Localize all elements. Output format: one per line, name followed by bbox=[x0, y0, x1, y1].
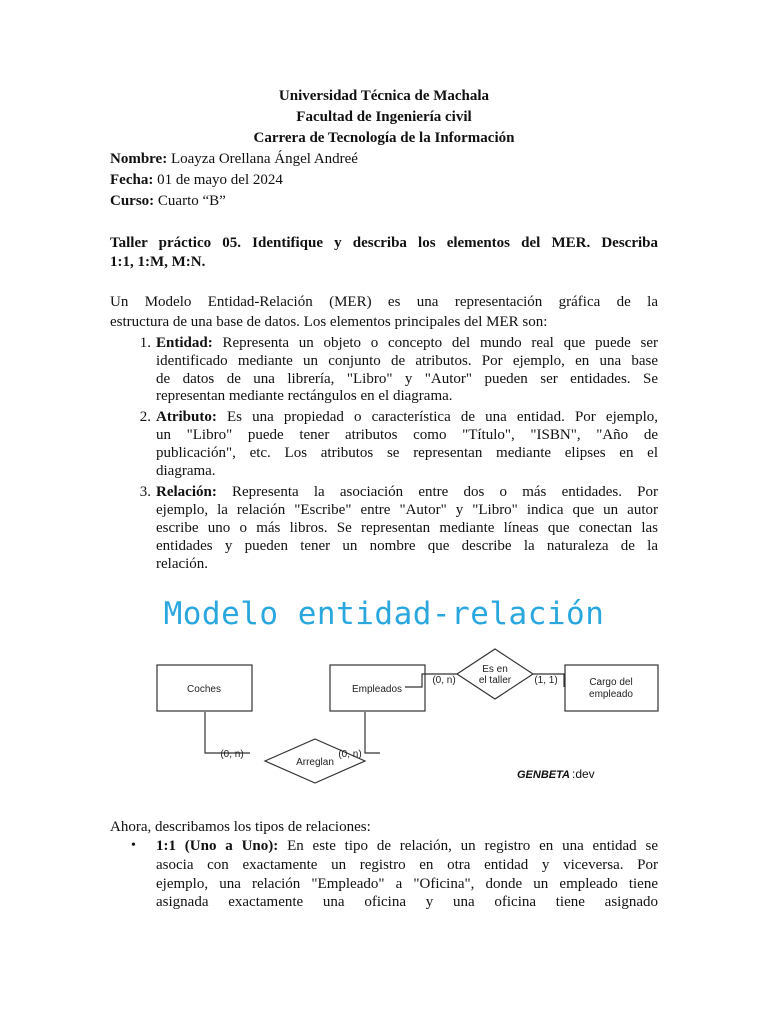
list-number: 1. bbox=[139, 335, 151, 351]
entity-term: Entidad: bbox=[156, 335, 213, 351]
one-to-one-term: 1:1 (Uno a Uno): bbox=[156, 838, 279, 854]
one-to-one-line-4: asignada exactamente una oficina y una oficina tiene asignado bbox=[156, 894, 658, 910]
course-value: Cuarto “B” bbox=[154, 193, 226, 209]
entity-text: Representa un objeto o concepto del mundo real que puede ser bbox=[212, 335, 658, 351]
name-label: Nombre: bbox=[110, 151, 168, 167]
entity-label: empleado bbox=[589, 689, 633, 700]
relation-line-1 bbox=[156, 483, 658, 502]
course-line bbox=[110, 191, 658, 212]
brand-logo: GENBETA bbox=[517, 769, 570, 781]
intro-line-2: estructura de una base de datos. Los elementos principales del MER son: bbox=[110, 314, 548, 330]
entity-line-2: identificado mediante un conjunto de atributos. Por ejemplo, en una base bbox=[156, 353, 658, 369]
course-label: Curso: bbox=[110, 193, 155, 209]
list-number: 2. bbox=[139, 409, 151, 425]
entity-cargo-empleado bbox=[565, 665, 658, 711]
brand-suffix: :dev bbox=[572, 767, 595, 781]
connector-arreglan-empleados bbox=[365, 712, 380, 753]
task-line-2: 1:1, 1:M, M:N. bbox=[110, 254, 206, 270]
entity-label: Cargo del bbox=[589, 677, 633, 688]
attribute-term: Atributo: bbox=[156, 409, 217, 425]
entity-line-1 bbox=[156, 334, 658, 353]
relation-label: Es en bbox=[482, 664, 508, 675]
figure-title: Modelo entidad-relación bbox=[163, 596, 605, 632]
intro-line-1: Un Modelo Entidad-Relación (MER) es una representación gráfica de la bbox=[110, 294, 658, 310]
faculty-title: Facultad de Ingeniería civil bbox=[296, 109, 472, 125]
task-line-1: Taller práctico 05. Identifique y describa los elementos del MER. Describa bbox=[110, 235, 658, 251]
career-title: Carrera de Tecnología de la Información bbox=[253, 130, 515, 146]
one-to-one-line-3: ejemplo, una relación "Empleado" a "Oficina", donde un empleado tiene bbox=[156, 876, 658, 892]
cardinality-label: (1, 1) bbox=[534, 675, 558, 686]
cardinality-label: (0, n) bbox=[432, 675, 456, 686]
entity-line-3: de datos de una librería, "Libro" y "Autor" pueden ser entidades. Se bbox=[156, 371, 658, 387]
cardinality-label: (0, n) bbox=[220, 749, 244, 760]
list-number: 3. bbox=[139, 484, 151, 500]
relations-intro: Ahora, describamos los tipos de relaciones: bbox=[110, 819, 371, 835]
relation-line-2: ejemplo, la relación "Escribe" entre "Autor" y "Libro" indica que un autor bbox=[156, 502, 658, 518]
connector-coches-arreglan bbox=[205, 712, 250, 753]
relation-term: Relación: bbox=[156, 484, 217, 500]
entity-label: Coches bbox=[187, 684, 221, 695]
cardinality-label: (0, n) bbox=[338, 749, 362, 760]
relation-label: Arreglan bbox=[296, 757, 334, 768]
bullet-icon: • bbox=[131, 838, 136, 853]
attribute-line-4: diagrama. bbox=[156, 463, 216, 479]
entity-line-4: representan mediante rectángulos en el diagrama. bbox=[156, 388, 453, 404]
one-to-one-line-2: asocia con exactamente un registro en otra entidad y viceversa. Por bbox=[156, 857, 658, 873]
entity-label: Empleados bbox=[351, 684, 403, 695]
attribute-line-2: un "Libro" puede tener atributos como "Título", "ISBN", "Año de bbox=[156, 427, 658, 443]
er-diagram bbox=[150, 635, 662, 795]
date-label: Fecha: bbox=[110, 172, 154, 188]
university-title: Universidad Técnica de Machala bbox=[278, 88, 490, 104]
name-line bbox=[110, 149, 658, 170]
relation-label: el taller bbox=[478, 675, 512, 686]
attribute-line-3: publicación", etc. Los atributos se representan mediante elipses en el bbox=[156, 445, 658, 461]
relation-line-5: relación. bbox=[156, 556, 209, 572]
date-line bbox=[110, 170, 658, 191]
date-value: 01 de mayo del 2024 bbox=[153, 172, 283, 188]
one-to-one-line-1 bbox=[156, 837, 658, 856]
name-value: Loayza Orellana Ángel Andreé bbox=[167, 151, 358, 167]
relation-line-4: entidades y pueden tener un nombre que describe la naturaleza de la bbox=[156, 538, 658, 554]
relation-text: Representa la asociación entre dos o más entidades. Por bbox=[216, 484, 658, 500]
one-to-one-text: En este tipo de relación, un registro en una entidad se bbox=[278, 838, 658, 854]
relation-line-3: escribe uno o más libros. Se representan mediante líneas que conectan las bbox=[156, 520, 658, 536]
attribute-line-1 bbox=[156, 408, 658, 427]
attribute-text: Es una propiedad o característica de una entidad. Por ejemplo, bbox=[216, 409, 658, 425]
